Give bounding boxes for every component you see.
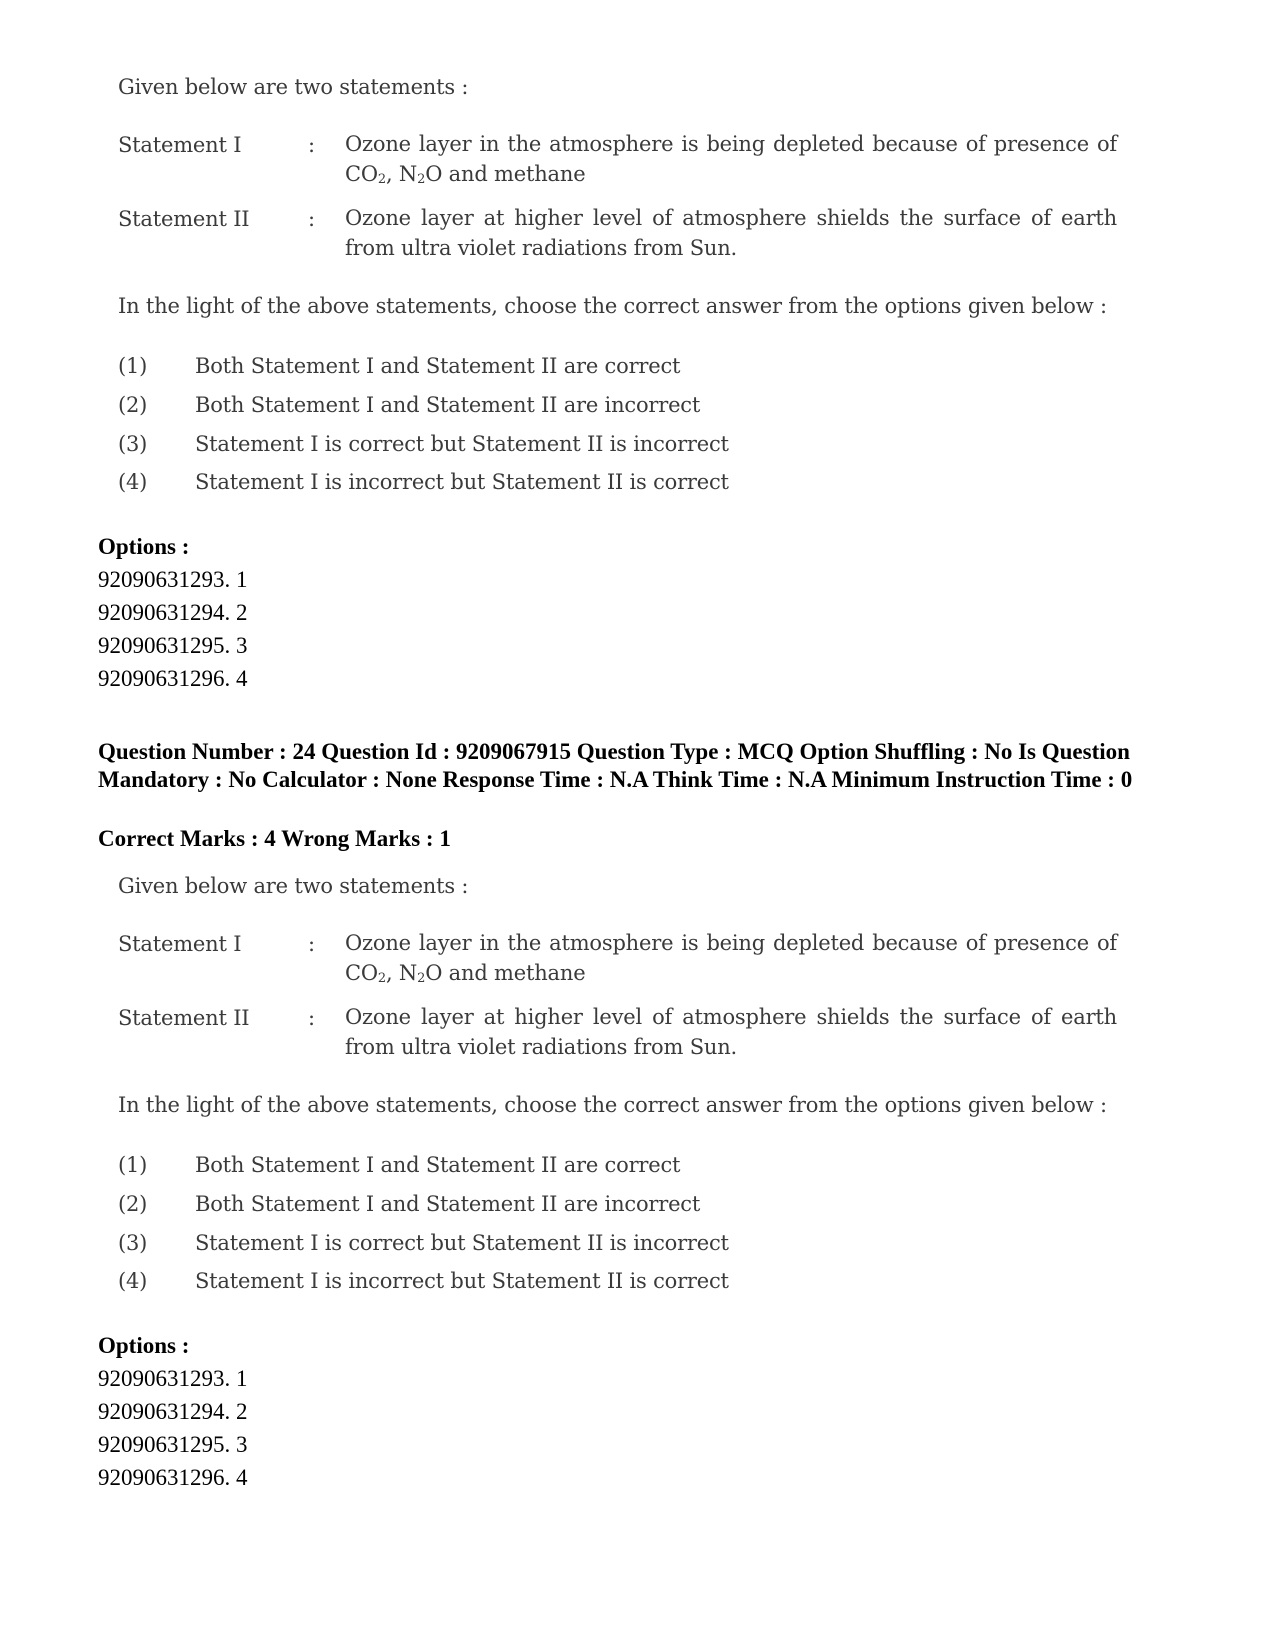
statement-colon: : bbox=[308, 1006, 315, 1030]
question-intro: Given below are two statements : bbox=[118, 75, 469, 99]
choice-text: Both Statement I and Statement II are incorrect bbox=[195, 1192, 701, 1216]
question-prompt: In the light of the above statements, choose the correct answer from the options given below : bbox=[118, 1093, 1107, 1117]
choice-number: (2) bbox=[118, 393, 148, 417]
statement-label: Statement I bbox=[118, 133, 242, 157]
choice-text: Statement I is correct but Statement II is incorrect bbox=[195, 432, 729, 456]
choice-text: Statement I is correct but Statement II is incorrect bbox=[195, 1231, 729, 1255]
choice-number: (2) bbox=[118, 1192, 148, 1216]
statement-colon: : bbox=[308, 133, 315, 157]
statement-text: Ozone layer in the atmosphere is being depleted because of presence of $CO_2$, $N_2O$ and methane bbox=[345, 132, 1117, 187]
question-prompt: In the light of the above statements, choose the correct answer from the options given below : bbox=[118, 294, 1107, 318]
option-item: 92090631293. 1 bbox=[98, 567, 248, 592]
choice-text: Both Statement I and Statement II are incorrect bbox=[195, 393, 701, 417]
statement-label: Statement I bbox=[118, 932, 242, 956]
choice-text: Both Statement I and Statement II are correct bbox=[195, 1153, 681, 1177]
choice-text: Statement I is incorrect but Statement II is correct bbox=[195, 1269, 729, 1293]
options-heading: Options : bbox=[98, 1333, 190, 1358]
question-meta: Question Number : 24 Question Id : 9209067915 Question Type : MCQ Option Shuffling : No Is Question Mandatory : No Calculator : None Response Time : N.A Think Time : N.A Minimum Instruction Time : 0 bbox=[98, 739, 1133, 792]
choice-text: Statement I is incorrect but Statement II is correct bbox=[195, 470, 729, 494]
choice-number: (3) bbox=[118, 432, 148, 456]
choice-text: Both Statement I and Statement II are correct bbox=[195, 354, 681, 378]
choice-number: (4) bbox=[118, 1269, 148, 1293]
statement-colon: : bbox=[308, 207, 315, 231]
choice-number: (1) bbox=[118, 354, 148, 378]
option-item: 92090631295. 3 bbox=[98, 1432, 248, 1457]
option-item: 92090631296. 4 bbox=[98, 1465, 248, 1490]
statement-label: Statement II bbox=[118, 1006, 250, 1030]
statement-text: Ozone layer at higher level of atmosphere shields the surface of earth from ultra violet radiations from Sun. bbox=[345, 206, 1117, 260]
statement-colon: : bbox=[308, 932, 315, 956]
option-item: 92090631295. 3 bbox=[98, 633, 248, 658]
statement-text: Ozone layer in the atmosphere is being depleted because of presence of $CO_2$, $N_2O$ and methane bbox=[345, 931, 1117, 986]
choice-number: (4) bbox=[118, 470, 148, 494]
statement-label: Statement II bbox=[118, 207, 250, 231]
question-intro: Given below are two statements : bbox=[118, 874, 469, 898]
question-marks: Correct Marks : 4 Wrong Marks : 1 bbox=[98, 826, 451, 851]
choice-number: (1) bbox=[118, 1153, 148, 1177]
choice-number: (3) bbox=[118, 1231, 148, 1255]
option-item: 92090631296. 4 bbox=[98, 666, 248, 691]
options-heading: Options : bbox=[98, 534, 190, 559]
option-item: 92090631293. 1 bbox=[98, 1366, 248, 1391]
statement-text: Ozone layer at higher level of atmosphere shields the surface of earth from ultra violet radiations from Sun. bbox=[345, 1005, 1117, 1059]
option-item: 92090631294. 2 bbox=[98, 600, 248, 625]
option-item: 92090631294. 2 bbox=[98, 1399, 248, 1424]
